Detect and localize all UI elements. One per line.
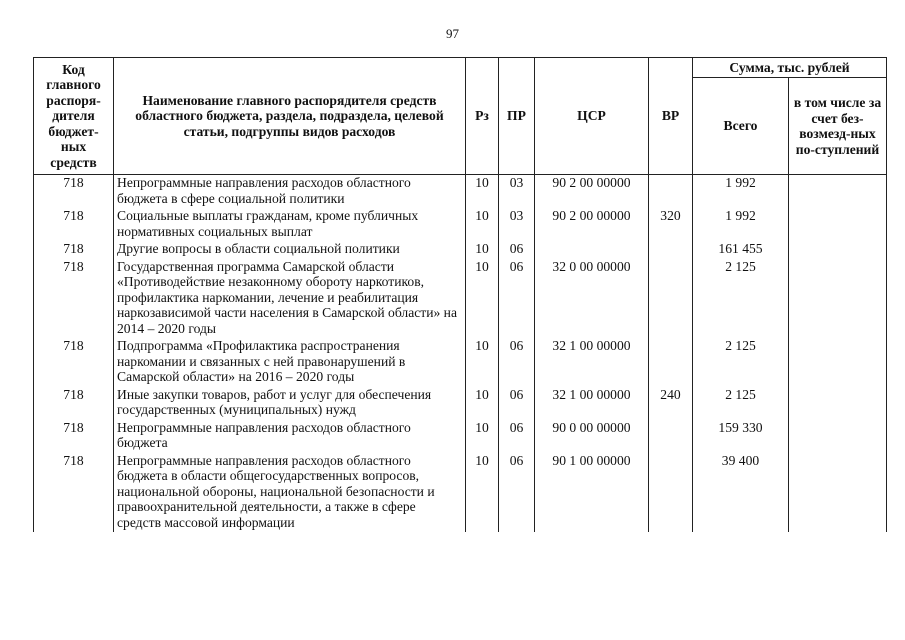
header-code: Код главного распоря-дителя бюджет-ных средств — [34, 58, 114, 175]
table-row — [34, 259, 887, 339]
cell-code: 718 — [34, 338, 114, 387]
cell-rz: 10 — [466, 175, 499, 209]
cell-vr — [649, 420, 693, 453]
cell-code: 718 — [34, 453, 114, 533]
table-row — [34, 420, 887, 453]
cell-total: 1 992 — [693, 208, 789, 241]
cell-pr: 03 — [499, 175, 535, 209]
cell-vr — [649, 338, 693, 387]
cell-rz: 10 — [466, 241, 499, 259]
cell-total: 161 455 — [693, 241, 789, 259]
cell-incl — [789, 259, 887, 339]
cell-rz: 10 — [466, 259, 499, 339]
cell-pr: 06 — [499, 259, 535, 339]
cell-incl — [789, 420, 887, 453]
header-pr: ПР — [499, 58, 535, 175]
cell-csr: 90 0 00 00000 — [535, 420, 649, 453]
header-incl: в том числе за счет без-возмезд-ных по-ступлений — [789, 78, 887, 175]
cell-vr — [649, 175, 693, 209]
header-vr: ВР — [649, 58, 693, 175]
table-row — [34, 338, 887, 387]
cell-total: 159 330 — [693, 420, 789, 453]
cell-csr: 32 1 00 00000 — [535, 338, 649, 387]
cell-code: 718 — [34, 208, 114, 241]
cell-name: Социальные выплаты гражданам, кроме публичных нормативных социальных выплат — [114, 208, 466, 241]
cell-pr: 06 — [499, 453, 535, 533]
cell-csr: 90 2 00 00000 — [535, 175, 649, 209]
cell-vr: 320 — [649, 208, 693, 241]
cell-pr: 06 — [499, 420, 535, 453]
budget-table — [33, 57, 887, 532]
cell-code: 718 — [34, 241, 114, 259]
table-row — [34, 208, 887, 241]
cell-pr: 03 — [499, 208, 535, 241]
cell-total: 2 125 — [693, 259, 789, 339]
cell-vr — [649, 241, 693, 259]
cell-code: 718 — [34, 420, 114, 453]
cell-total: 2 125 — [693, 387, 789, 420]
cell-name: Другие вопросы в области социальной политики — [114, 241, 466, 259]
cell-rz: 10 — [466, 208, 499, 241]
cell-incl — [789, 387, 887, 420]
cell-name: Непрограммные направления расходов областного бюджета в сфере социальной политики — [114, 175, 466, 209]
page-number: 97 — [446, 26, 459, 41]
cell-incl — [789, 338, 887, 387]
cell-incl — [789, 453, 887, 533]
cell-total: 2 125 — [693, 338, 789, 387]
cell-name: Государственная программа Самарской области «Противодействие незаконному обороту наркотиков, профилактика наркомании, лечение и реабилитация наркозависимой части населения в Самарской области» на 2014 – 2020 годы — [114, 259, 466, 339]
cell-csr: 90 1 00 00000 — [535, 453, 649, 533]
header-name: Наименование главного распорядителя средств областного бюджета, раздела, подраздела, целевой статьи, подгруппы видов расходов — [114, 58, 466, 175]
cell-incl — [789, 241, 887, 259]
cell-rz: 10 — [466, 338, 499, 387]
table-row — [34, 241, 887, 259]
header-total: Всего — [693, 78, 789, 175]
cell-incl — [789, 175, 887, 209]
table-header — [34, 58, 887, 175]
cell-name: Непрограммные направления расходов областного бюджета — [114, 420, 466, 453]
cell-vr — [649, 259, 693, 339]
header-csr: ЦСР — [535, 58, 649, 175]
cell-pr: 06 — [499, 387, 535, 420]
cell-csr: 32 1 00 00000 — [535, 387, 649, 420]
cell-total: 1 992 — [693, 175, 789, 209]
cell-rz: 10 — [466, 387, 499, 420]
cell-code: 718 — [34, 175, 114, 209]
cell-name: Непрограммные направления расходов областного бюджета в области общегосударственных вопросов, национальной обороны, национальной безопасности и правоохранительной деятельности, а также в сфере средств массовой информации — [114, 453, 466, 533]
cell-csr: 32 0 00 00000 — [535, 259, 649, 339]
cell-rz: 10 — [466, 420, 499, 453]
cell-code: 718 — [34, 259, 114, 339]
cell-name: Иные закупки товаров, работ и услуг для обеспечения государственных (муниципальных) нужд — [114, 387, 466, 420]
table-row — [34, 453, 887, 533]
table-row — [34, 175, 887, 209]
cell-code: 718 — [34, 387, 114, 420]
cell-pr: 06 — [499, 241, 535, 259]
table-row — [34, 387, 887, 420]
header-rz: Рз — [466, 58, 499, 175]
cell-vr — [649, 453, 693, 533]
cell-incl — [789, 208, 887, 241]
table-body — [34, 175, 887, 533]
header-sum: Сумма, тыс. рублей — [693, 58, 887, 78]
cell-rz: 10 — [466, 453, 499, 533]
cell-csr — [535, 241, 649, 259]
cell-vr: 240 — [649, 387, 693, 420]
cell-total: 39 400 — [693, 453, 789, 533]
cell-csr: 90 2 00 00000 — [535, 208, 649, 241]
cell-pr: 06 — [499, 338, 535, 387]
cell-name: Подпрограмма «Профилактика распространения наркомании и связанных с ней правонарушений в Самарской области» на 2016 – 2020 годы — [114, 338, 466, 387]
